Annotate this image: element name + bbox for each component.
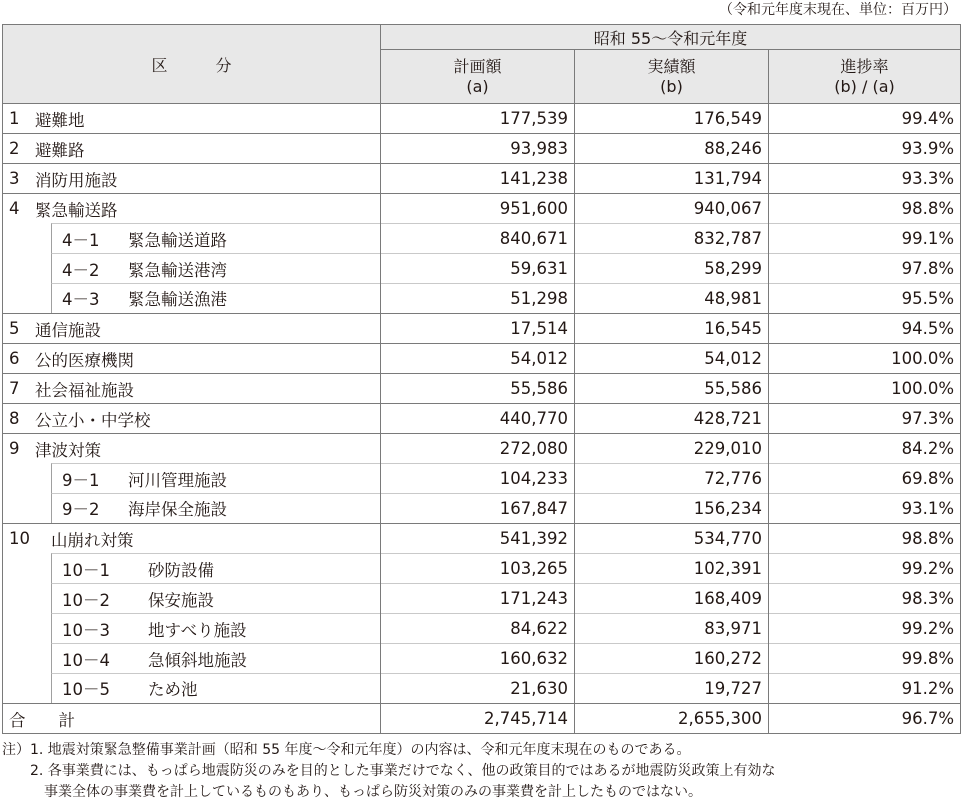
row-number: 5 bbox=[9, 319, 20, 338]
actual-amount-cell: 48,981 bbox=[575, 284, 769, 314]
table-row bbox=[3, 284, 961, 314]
table-row bbox=[3, 524, 961, 554]
row-label-cell bbox=[3, 134, 381, 164]
row-label: 砂防設備 bbox=[148, 560, 214, 580]
actual-amount-cell: 19,727 bbox=[575, 674, 769, 704]
table-row bbox=[3, 644, 961, 674]
plan-amount-header: 計画額 (a) bbox=[381, 50, 575, 104]
row-label-cell bbox=[3, 404, 381, 434]
table-row bbox=[3, 554, 961, 584]
actual-amount-cell: 55,586 bbox=[575, 374, 769, 404]
plan-amount-cell: 17,514 bbox=[381, 314, 575, 344]
actual-amount-cell: 168,409 bbox=[575, 584, 769, 614]
row-label-cell bbox=[3, 164, 381, 194]
actual-amount-cell: 176,549 bbox=[575, 104, 769, 134]
row-label-cell bbox=[3, 614, 381, 644]
plan-amount-cell: 177,539 bbox=[381, 104, 575, 134]
table-row bbox=[3, 104, 961, 134]
row-label-cell bbox=[3, 464, 381, 494]
actual-amount-cell: 229,010 bbox=[575, 434, 769, 464]
progress-rate-cell: 93.3% bbox=[769, 164, 961, 194]
progress-rate-cell: 97.3% bbox=[769, 404, 961, 434]
actual-amount-cell: 428,721 bbox=[575, 404, 769, 434]
footnotes bbox=[2, 740, 776, 803]
progress-rate-cell: 93.9% bbox=[769, 134, 961, 164]
plan-amount-cell: 440,770 bbox=[381, 404, 575, 434]
progress-rate-cell: 98.8% bbox=[769, 194, 961, 224]
table-row bbox=[3, 614, 961, 644]
plan-amount-cell: 84,622 bbox=[381, 614, 575, 644]
actual-amount-cell: 131,794 bbox=[575, 164, 769, 194]
plan-amount-cell: 951,600 bbox=[381, 194, 575, 224]
row-label-cell bbox=[3, 254, 381, 284]
actual-amount-cell: 58,299 bbox=[575, 254, 769, 284]
table-row bbox=[3, 254, 961, 284]
actual-amount-cell: 160,272 bbox=[575, 644, 769, 674]
row-label: 社会福祉施設 bbox=[35, 380, 134, 400]
row-label: 公的医療機関 bbox=[35, 350, 134, 370]
progress-rate-cell: 97.8% bbox=[769, 254, 961, 284]
row-label: 緊急輸送路 bbox=[35, 200, 118, 220]
row-number: 4 bbox=[9, 199, 20, 219]
row-label: 緊急輸送漁港 bbox=[128, 290, 227, 310]
plan-amount-cell: 840,671 bbox=[381, 224, 575, 254]
row-number: 6 bbox=[9, 349, 20, 368]
progress-rate-cell: 99.4% bbox=[769, 104, 961, 134]
row-label: 海岸保全施設 bbox=[128, 500, 227, 520]
progress-rate-cell: 100.0% bbox=[769, 344, 961, 374]
progress-rate-cell: 99.2% bbox=[769, 554, 961, 584]
actual-amount-cell: 534,770 bbox=[575, 524, 769, 554]
progress-rate-header: 進捗率 (b) / (a) bbox=[769, 50, 961, 104]
actual-amount-cell: 832,787 bbox=[575, 224, 769, 254]
row-number: 2 bbox=[9, 139, 20, 158]
plan-amount-cell: 272,080 bbox=[381, 434, 575, 464]
row-label-cell bbox=[3, 344, 381, 374]
progress-rate-cell: 93.1% bbox=[769, 494, 961, 524]
plan-amount-cell: 21,630 bbox=[381, 674, 575, 704]
row-label-cell bbox=[3, 674, 381, 704]
plan-amount-cell: 141,238 bbox=[381, 164, 575, 194]
period-header: 昭和 55～令和元年度 bbox=[381, 25, 961, 50]
actual-amount-cell: 940,067 bbox=[575, 194, 769, 224]
row-label: 避難路 bbox=[35, 140, 85, 160]
progress-rate-cell: 99.1% bbox=[769, 224, 961, 254]
footnote-line: 2. 各事業費には、もっぱら地震防災のみを目的とした事業だけでなく、他の政策目的ではあるが地震防災政策上有効な bbox=[2, 763, 776, 779]
row-number: 4－2 bbox=[62, 260, 100, 280]
row-label-cell bbox=[3, 554, 381, 584]
row-label: ため池 bbox=[148, 680, 198, 700]
row-number: 4－3 bbox=[62, 290, 100, 310]
actual-amount-cell: 83,971 bbox=[575, 614, 769, 644]
actual-amount-cell: 102,391 bbox=[575, 554, 769, 584]
actual-amount-cell: 88,246 bbox=[575, 134, 769, 164]
table-row bbox=[3, 494, 961, 524]
progress-rate-cell: 98.3% bbox=[769, 584, 961, 614]
row-number: 10－5 bbox=[62, 680, 110, 700]
plan-amount-cell: 541,392 bbox=[381, 524, 575, 554]
row-number: 10－4 bbox=[62, 650, 110, 670]
plan-amount-cell: 59,631 bbox=[381, 254, 575, 284]
row-label: 緊急輸送道路 bbox=[128, 230, 227, 250]
row-number: 3 bbox=[9, 169, 20, 188]
row-label: 津波対策 bbox=[35, 440, 101, 460]
plan-amount-cell: 171,243 bbox=[381, 584, 575, 614]
table-row bbox=[3, 464, 961, 494]
total-actual-amount: 2,655,300 bbox=[575, 704, 769, 734]
actual-amount-header: 実績額 (b) bbox=[575, 50, 769, 104]
row-number: 10 bbox=[9, 529, 30, 549]
row-label: 地すべり施設 bbox=[148, 620, 247, 640]
row-label-cell bbox=[3, 104, 381, 134]
actual-amount-cell: 156,234 bbox=[575, 494, 769, 524]
row-label: 急傾斜地施設 bbox=[148, 650, 247, 670]
plan-amount-cell: 51,298 bbox=[381, 284, 575, 314]
row-label: 山崩れ対策 bbox=[51, 530, 134, 550]
progress-rate-cell: 99.8% bbox=[769, 644, 961, 674]
row-number: 4－1 bbox=[62, 230, 100, 250]
row-label-cell bbox=[3, 584, 381, 614]
total-row bbox=[3, 704, 961, 734]
table-body bbox=[3, 104, 961, 734]
row-number: 9－1 bbox=[62, 470, 100, 490]
row-label: 通信施設 bbox=[35, 320, 101, 340]
row-label: 消防用施設 bbox=[35, 170, 118, 190]
table-row bbox=[3, 344, 961, 374]
row-number: 10－2 bbox=[62, 590, 110, 610]
row-number: 9－2 bbox=[62, 500, 100, 520]
actual-amount-cell: 16,545 bbox=[575, 314, 769, 344]
plan-amount-cell: 160,632 bbox=[381, 644, 575, 674]
plan-amount-cell: 103,265 bbox=[381, 554, 575, 584]
row-label-cell bbox=[3, 374, 381, 404]
progress-rate-cell: 95.5% bbox=[769, 284, 961, 314]
row-label-cell bbox=[3, 284, 381, 314]
row-label-cell bbox=[3, 194, 381, 224]
row-label: 保安施設 bbox=[148, 590, 214, 610]
row-label: 避難地 bbox=[35, 110, 85, 130]
plan-amount-cell: 93,983 bbox=[381, 134, 575, 164]
row-number: 10－1 bbox=[62, 560, 110, 580]
table-row bbox=[3, 314, 961, 344]
row-number: 1 bbox=[9, 109, 20, 128]
table-row bbox=[3, 134, 961, 164]
row-label: 河川管理施設 bbox=[128, 470, 227, 490]
footnote-line: 注）1. 地震対策緊急整備事業計画（昭和 55 年度～令和元年度）の内容は、令和元年度末現在のものである。 bbox=[2, 742, 691, 758]
unit-note: （令和元年度末現在、単位：百万円） bbox=[719, 2, 957, 18]
row-number: 8 bbox=[9, 409, 20, 428]
table-row bbox=[3, 224, 961, 254]
row-label-cell bbox=[3, 224, 381, 254]
actual-amount-cell: 72,776 bbox=[575, 464, 769, 494]
plan-amount-cell: 104,233 bbox=[381, 464, 575, 494]
row-label-cell bbox=[3, 494, 381, 524]
category-header: 区 分 bbox=[3, 25, 381, 104]
progress-rate-cell: 84.2% bbox=[769, 434, 961, 464]
table-row bbox=[3, 584, 961, 614]
table-row bbox=[3, 194, 961, 224]
progress-rate-cell: 69.8% bbox=[769, 464, 961, 494]
row-label: 緊急輸送港湾 bbox=[128, 260, 227, 280]
total-plan-amount: 2,745,714 bbox=[381, 704, 575, 734]
row-number: 9 bbox=[9, 439, 20, 459]
table-row bbox=[3, 374, 961, 404]
footnote-line: 事業全体の事業費を計上しているものもあり、もっぱら防災対策のみの事業費を計上したものではない。 bbox=[2, 784, 702, 800]
row-label-cell bbox=[3, 524, 381, 554]
row-label-cell bbox=[3, 434, 381, 464]
row-label-cell bbox=[3, 644, 381, 674]
plan-amount-cell: 54,012 bbox=[381, 344, 575, 374]
progress-rate-cell: 91.2% bbox=[769, 674, 961, 704]
table-row bbox=[3, 164, 961, 194]
plan-amount-cell: 167,847 bbox=[381, 494, 575, 524]
table-row bbox=[3, 404, 961, 434]
budget-table bbox=[2, 24, 961, 734]
row-number: 7 bbox=[9, 379, 20, 398]
total-label: 合 計 bbox=[3, 704, 381, 734]
total-progress-rate: 96.7% bbox=[769, 704, 961, 734]
progress-rate-cell: 100.0% bbox=[769, 374, 961, 404]
row-label: 公立小・中学校 bbox=[35, 410, 151, 430]
progress-rate-cell: 98.8% bbox=[769, 524, 961, 554]
row-number: 10－3 bbox=[62, 620, 110, 640]
progress-rate-cell: 94.5% bbox=[769, 314, 961, 344]
row-label-cell bbox=[3, 314, 381, 344]
progress-rate-cell: 99.2% bbox=[769, 614, 961, 644]
table-row bbox=[3, 434, 961, 464]
table-row bbox=[3, 674, 961, 704]
actual-amount-cell: 54,012 bbox=[575, 344, 769, 374]
plan-amount-cell: 55,586 bbox=[381, 374, 575, 404]
